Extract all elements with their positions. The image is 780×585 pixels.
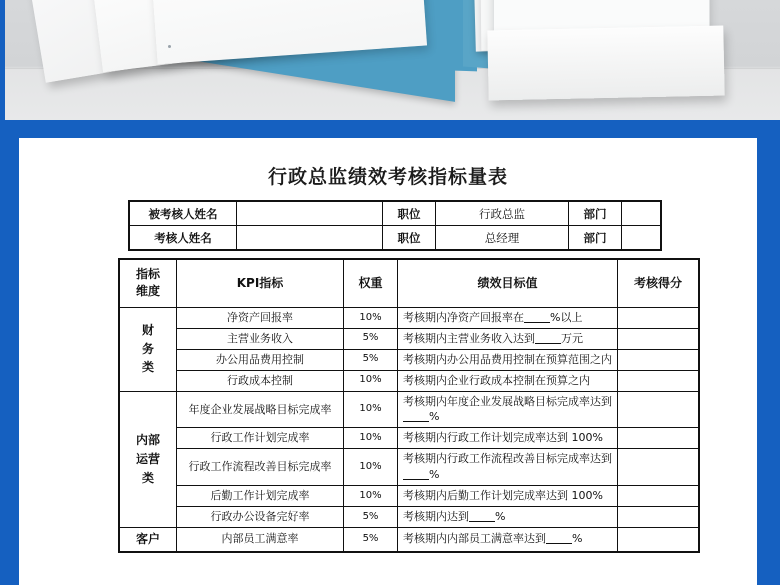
assessee-info-body (129, 201, 661, 250)
assessee-dept-value[interactable] (622, 201, 662, 226)
kpi-target-cell: 考核期内年度企业发展战略目标完成率达到% (398, 391, 618, 428)
kpi-indicator-cell: 内部员工满意率 (177, 528, 344, 552)
kpi-weight-cell: 5% (344, 349, 398, 370)
table-row (119, 507, 699, 528)
kpi-score-cell[interactable] (618, 507, 700, 528)
col-header-kpi: KPI指标 (177, 259, 344, 307)
kpi-score-cell[interactable] (618, 307, 700, 328)
kpi-target-cell: 考核期内行政工作计划完成率达到 100% (398, 428, 618, 449)
kpi-target-cell: 考核期内主营业务收入达到 万元 (398, 328, 618, 349)
fill-in-blank[interactable] (403, 479, 429, 480)
kpi-target-cell: 考核期内办公用品费用控制在预算范围之内 (398, 349, 618, 370)
kpi-indicator-cell: 行政办公设备完好率 (177, 507, 344, 528)
kpi-target-cell: 考核期内行政工作流程改善目标完成率达到% (398, 449, 618, 486)
kpi-score-cell[interactable] (618, 528, 700, 552)
assessor-name-value[interactable] (237, 226, 383, 251)
fill-in-blank[interactable] (546, 543, 572, 544)
kpi-dimension-line: 运营 (135, 452, 160, 467)
kpi-score-cell[interactable] (618, 391, 700, 428)
col-header-weight: 权重 (344, 259, 398, 307)
kpi-indicator-cell: 净资产回报率 (177, 307, 344, 328)
kpi-dimension-line: 类 (141, 470, 154, 485)
fill-in-blank[interactable] (524, 322, 550, 323)
table-row (119, 349, 699, 370)
hero-photo-banner (5, 0, 780, 120)
kpi-indicator-cell: 行政成本控制 (177, 370, 344, 391)
kpi-dimension-line: 财 (141, 323, 154, 338)
assessee-position-value: 行政总监 (436, 201, 569, 226)
page-title: 行政总监绩效考核指标量表 (267, 166, 508, 188)
kpi-indicator-cell: 行政工作计划完成率 (177, 428, 344, 449)
table-row (129, 201, 661, 226)
kpi-weight-cell: 10% (344, 370, 398, 391)
kpi-dimension-cell (119, 391, 177, 528)
kpi-table-header (119, 259, 699, 307)
table-row (119, 449, 699, 486)
kpi-score-cell[interactable] (618, 328, 700, 349)
kpi-score-cell[interactable] (618, 449, 700, 486)
kpi-dimension-cell (119, 528, 177, 552)
assessor-dept-label: 部门 (569, 226, 622, 251)
kpi-weight-cell: 5% (344, 528, 398, 552)
assessor-position-value: 总经理 (436, 226, 569, 251)
kpi-target-cell: 考核期内达到 % (398, 507, 618, 528)
kpi-target-cell: 考核期内净资产回报率在 %以上 (398, 307, 618, 328)
kpi-target-cell: 考核期内企业行政成本控制在预算之内 (398, 370, 618, 391)
assessee-name-value[interactable] (237, 201, 383, 226)
kpi-dimension-line: 务 (141, 341, 154, 356)
assessor-position-label: 职位 (383, 226, 436, 251)
col-header-target: 绩效目标值 (398, 259, 618, 307)
kpi-indicator-cell: 年度企业发展战略目标完成率 (177, 391, 344, 428)
col-header-score: 考核得分 (618, 259, 700, 307)
table-row (129, 226, 661, 251)
kpi-score-cell[interactable] (618, 370, 700, 391)
kpi-indicator-cell: 办公用品费用控制 (177, 349, 344, 370)
kpi-weight-cell: 10% (344, 391, 398, 428)
assessee-dept-label: 部门 (569, 201, 622, 226)
document-page (19, 138, 757, 585)
kpi-score-cell[interactable] (618, 486, 700, 507)
kpi-weight-cell: 10% (344, 486, 398, 507)
kpi-dimension-line: 内部 (135, 433, 160, 448)
table-row (119, 370, 699, 391)
fill-in-blank[interactable] (469, 521, 495, 522)
kpi-weight-cell: 10% (344, 428, 398, 449)
kpi-weight-cell: 5% (344, 507, 398, 528)
table-row (119, 428, 699, 449)
paper-speck (168, 45, 171, 48)
assessor-name-label: 考核人姓名 (129, 226, 237, 251)
assessee-info-table (128, 200, 662, 251)
col-header-dimension-line1: 指标 (135, 267, 160, 281)
kpi-target-cell: 考核期内后勤工作计划完成率达到 100% (398, 486, 618, 507)
col-header-dimension (119, 259, 177, 307)
assessee-name-label: 被考核人姓名 (129, 201, 237, 226)
assessee-position-label: 职位 (383, 201, 436, 226)
kpi-indicator-table (118, 258, 700, 553)
kpi-weight-cell: 10% (344, 449, 398, 486)
table-row (119, 391, 699, 428)
fill-in-blank[interactable] (403, 421, 429, 422)
table-header-row (119, 259, 699, 307)
kpi-indicator-cell: 后勤工作计划完成率 (177, 486, 344, 507)
kpi-target-cell: 考核期内内部员工满意率达到 % (398, 528, 618, 552)
kpi-weight-cell: 10% (344, 307, 398, 328)
kpi-score-cell[interactable] (618, 428, 700, 449)
kpi-indicator-cell: 主营业务收入 (177, 328, 344, 349)
table-row (119, 307, 699, 328)
col-header-dimension-line2: 维度 (135, 284, 160, 299)
table-row (119, 328, 699, 349)
kpi-dimension-cell (119, 307, 177, 391)
kpi-dimension-line: 类 (141, 360, 154, 375)
kpi-indicator-cell: 行政工作流程改善目标完成率 (177, 449, 344, 486)
kpi-dimension-line: 客户 (135, 532, 160, 547)
kpi-table-body (119, 307, 699, 551)
right-paper-sheet-4 (487, 26, 724, 101)
kpi-weight-cell: 5% (344, 328, 398, 349)
table-row (119, 528, 699, 552)
table-row (119, 486, 699, 507)
fill-in-blank[interactable] (535, 343, 561, 344)
kpi-score-cell[interactable] (618, 349, 700, 370)
assessor-dept-value[interactable] (622, 226, 662, 251)
